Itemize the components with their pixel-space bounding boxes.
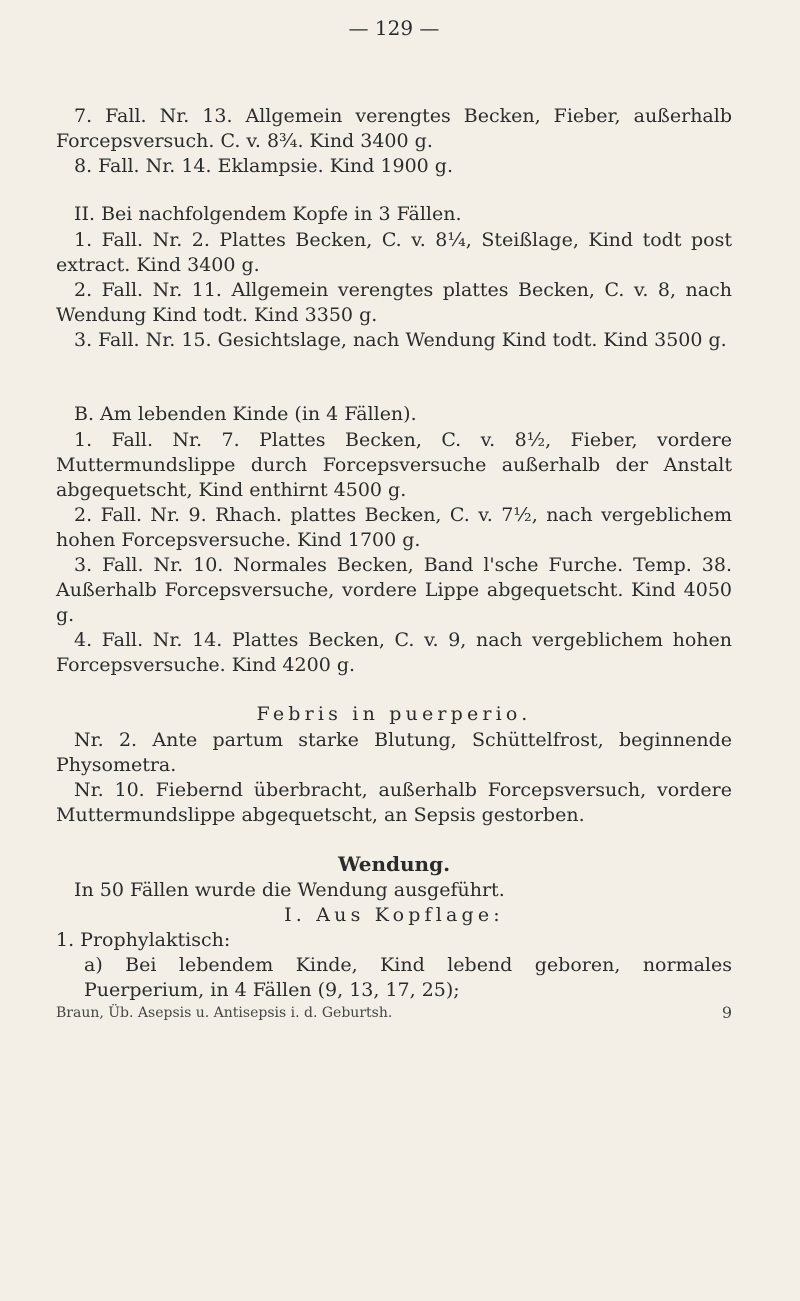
case-b3: 3. Fall. Nr. 15. Gesichtslage, nach Wendung Kind todt. Kind 3500 g. bbox=[74, 329, 727, 351]
footer-signature: 9 bbox=[721, 1003, 732, 1022]
page-number: — 129 — bbox=[348, 16, 440, 40]
case-a8: 8. Fall. Nr. 14. Eklampsie. Kind 1900 g. bbox=[74, 155, 453, 177]
wendung-intro: In 50 Fällen wurde die Wendung ausgeführt. bbox=[74, 879, 505, 901]
case-c2: 2. Fall. Nr. 9. Rhach. plattes Becken, C. v. 7½, nach vergeblichem hohen Forcepsversuche. Kind 1700 g. bbox=[56, 504, 732, 551]
page-footer bbox=[56, 1003, 732, 1023]
footer-title: Braun, Üb. Asepsis u. Antisepsis i. d. Geburtsh. bbox=[56, 1005, 393, 1021]
subheading-kopflage: I. Aus Kopflage: bbox=[284, 904, 504, 926]
febris-nr2: Nr. 2. Ante partum starke Blutung, Schüttelfrost, beginnende Physometra. bbox=[56, 729, 732, 776]
wendung-item-a: a) Bei lebendem Kinde, Kind lebend geboren, normales Puerperium, in 4 Fällen (9, 13, 17, 25); bbox=[84, 954, 732, 1001]
case-b2: 2. Fall. Nr. 11. Allgemein verengtes plattes Becken, C. v. 8, nach Wendung Kind todt. Kind 3350 g. bbox=[56, 279, 732, 326]
case-c4: 4. Fall. Nr. 14. Plattes Becken, C. v. 9, nach vergeblichem hohen Forcepsversuche. Kind 4200 g. bbox=[56, 629, 732, 676]
case-b1: 1. Fall. Nr. 2. Plattes Becken, C. v. 8¼, Steißlage, Kind todt post extract. Kind 3400 g. bbox=[56, 229, 732, 276]
section-heading-wendung: Wendung. bbox=[337, 852, 451, 876]
case-a7: 7. Fall. Nr. 13. Allgemein verengtes Becken, Fieber, außerhalb Forcepsversuch. C. v. 8¾. Kind 3400 g. bbox=[56, 105, 732, 152]
section-heading-febris: Febris in puerperio. bbox=[256, 703, 532, 725]
case-c3: 3. Fall. Nr. 10. Normales Becken, Band l'sche Furche. Temp. 38. Außerhalb Forcepsversuche, vordere Lippe abgequetscht. Kind 4050 g. bbox=[56, 554, 732, 626]
febris-nr10: Nr. 10. Fiebernd überbracht, außerhalb Forcepsversuch, vordere Muttermundslippe abgequetscht, an Sepsis gestorben. bbox=[56, 779, 732, 826]
wendung-prophylaktisch: 1. Prophylaktisch: bbox=[56, 929, 231, 951]
case-c1: 1. Fall. Nr. 7. Plattes Becken, C. v. 8½, Fieber, vordere Muttermundslippe durch Forcepsversuche außerhalb der Anstalt abgequetscht, Kind enthirnt 4500 g. bbox=[56, 429, 732, 501]
section-heading-nachfolgendem-kopfe: II. Bei nachfolgendem Kopfe in 3 Fällen. bbox=[74, 203, 462, 225]
section-heading-lebenden-kinde: B. Am lebenden Kinde (in 4 Fällen). bbox=[74, 403, 417, 425]
